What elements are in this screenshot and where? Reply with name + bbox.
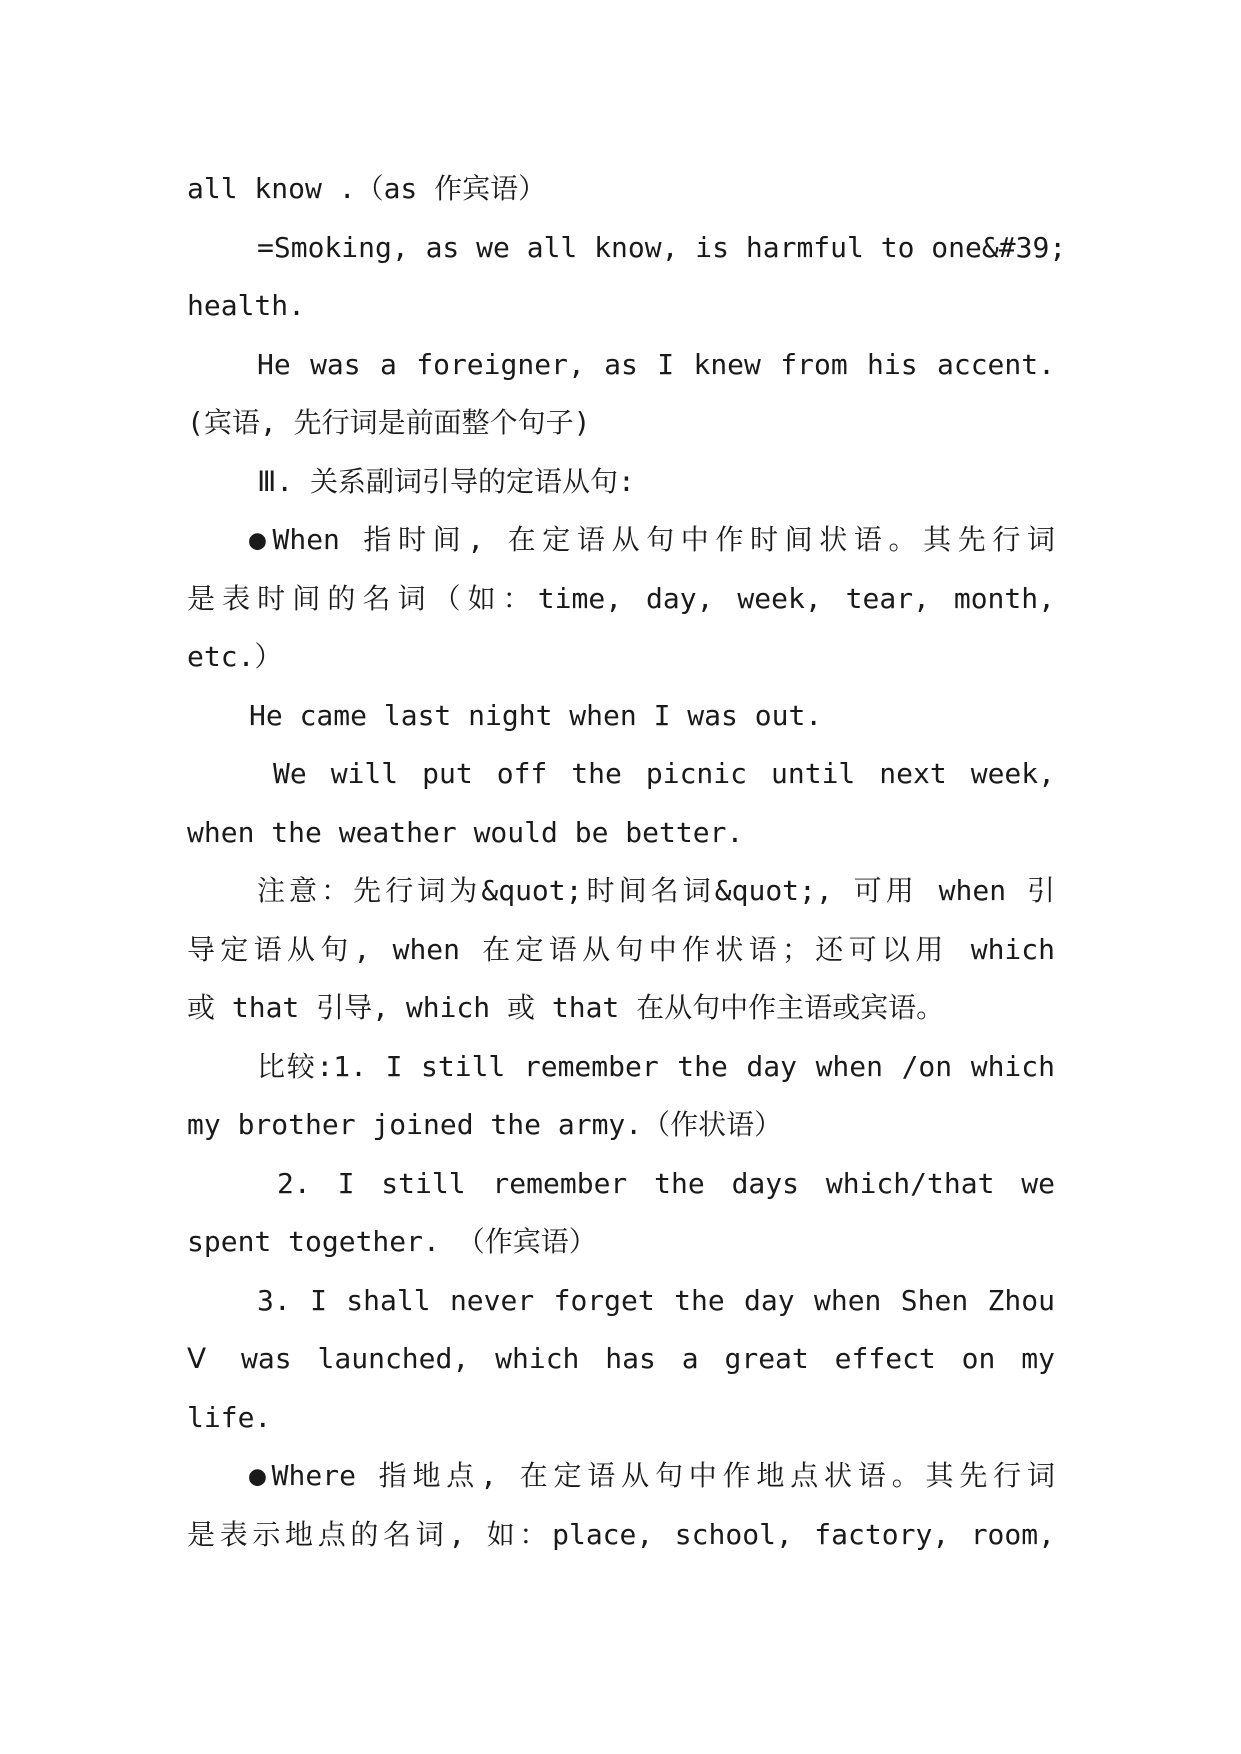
text-line: ●Where 指地点, 在定语从句中作地点状语。其先行词 — [249, 1459, 1055, 1492]
text-line: =Smoking, as we all know, is harmful to one&#39; — [257, 230, 1067, 264]
text-line: He came last night when I was out. — [249, 698, 823, 732]
text-line: Ⅴ was launched, which has a great effect on my — [187, 1342, 1055, 1375]
text-line: when the weather would be better. — [187, 815, 744, 849]
document-page — [187, 160, 1067, 1564]
section-heading: Ⅲ. 关系副词引导的定语从句: — [257, 464, 635, 498]
note-line: 导定语从句, when 在定语从句中作状语；还可以用 which — [187, 932, 1055, 966]
text-line: my brother joined the army.（作状语） — [187, 1108, 783, 1141]
text-line: 是表时间的名词（如：time, day, week, tear, month, — [187, 581, 1055, 615]
text-line: He was a foreigner, as I knew from his accent. — [257, 347, 1055, 381]
note-line: 注意：先行词为&quot;时间名词&quot;, 可用 when 引 — [257, 874, 1055, 907]
text-line: 2. I still remember the days which/that we — [277, 1166, 1055, 1200]
text-line: ●When 指时间, 在定语从句中作时间状语。其先行词 — [249, 523, 1055, 556]
text-line: 比较:1. I still remember the day when /on which — [257, 1049, 1055, 1083]
text-line: 3. I shall never forget the day when Shen Zhou — [257, 1283, 1055, 1317]
text-line: spent together. （作宾语） — [187, 1225, 597, 1258]
text-line: health. — [187, 289, 306, 322]
text-line: (宾语, 先行词是前面整个句子) — [187, 406, 591, 439]
text-line: all know .（as 作宾语） — [187, 172, 547, 205]
text-line: life. — [187, 1400, 272, 1434]
text-line: We will put off the picnic until next week, — [273, 757, 1055, 790]
text-line: etc.） — [187, 640, 283, 673]
note-line: 或 that 引导, which 或 that 在从句中作主语或宾语。 — [187, 991, 945, 1024]
text-line: 是表示地点的名词, 如：place, school, factory, room, — [187, 1517, 1055, 1551]
